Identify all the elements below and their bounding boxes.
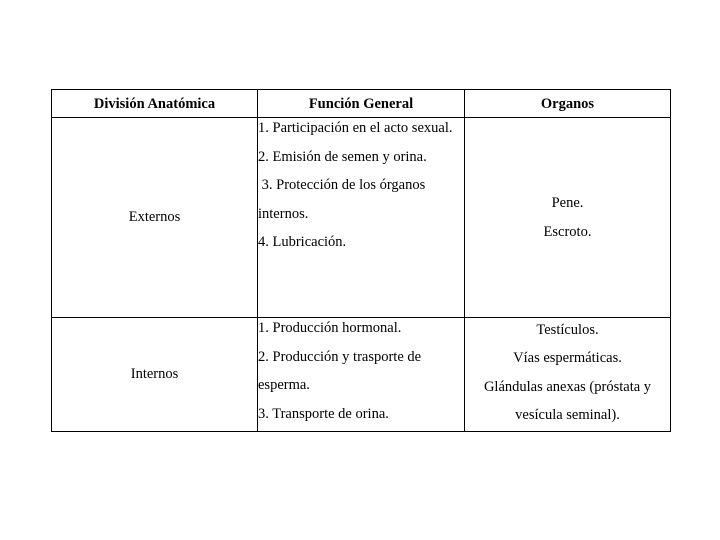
funcion-item: 4. Lubricación.	[258, 234, 347, 250]
funcion-item: 2. Producción y trasporte de esperma.	[258, 348, 422, 393]
anatomy-table	[51, 89, 671, 432]
funcion-list	[258, 314, 464, 428]
funcion-item: 2. Emisión de semen y orina.	[258, 148, 427, 165]
organo-item: Glándulas anexas (próstata y vesícula seminal).	[483, 378, 652, 423]
organo-item: Pene.	[551, 195, 584, 211]
table-row-internos	[52, 318, 671, 432]
header-funcion: Función General	[258, 90, 465, 118]
header-division: División Anatómica	[52, 90, 258, 118]
division-cell: Externos	[52, 118, 258, 318]
organos-cell	[465, 118, 671, 318]
funcion-item: 1. Producción hormonal.	[258, 320, 402, 336]
funcion-cell	[258, 118, 465, 318]
organo-item: Vías espermáticas.	[513, 350, 622, 366]
header-organos: Organos	[465, 90, 671, 118]
table-row-externos	[52, 118, 671, 318]
organos-list	[465, 189, 670, 246]
funcion-item: 3. Transporte de orina.	[258, 405, 389, 422]
funcion-item: 3. Protección de los órganos internos.	[258, 177, 429, 222]
organo-item: Testículos.	[536, 321, 599, 338]
funcion-list	[258, 114, 464, 257]
funcion-item: 1. Participación en el acto sexual.	[258, 120, 453, 136]
organos-list	[465, 316, 670, 430]
organo-item: Escroto.	[543, 223, 592, 240]
funcion-cell	[258, 318, 465, 432]
division-cell: Internos	[52, 318, 258, 432]
organos-cell	[465, 318, 671, 432]
